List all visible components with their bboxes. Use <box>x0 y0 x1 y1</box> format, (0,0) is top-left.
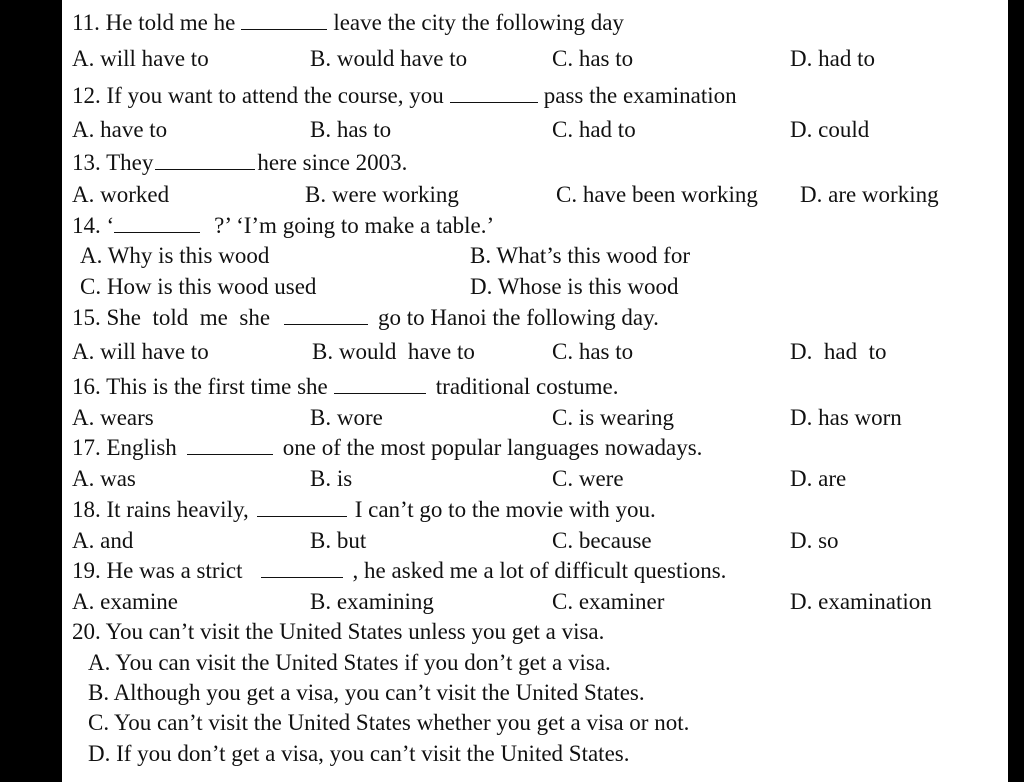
option-d: D. are working <box>800 182 939 207</box>
question-13 <box>72 149 407 177</box>
option-c: C. has to <box>552 339 634 364</box>
answer-blank <box>450 84 538 103</box>
option-c: C. had to <box>552 117 636 142</box>
option-c: C. because <box>552 528 652 553</box>
question-text: 11. He told me he <box>72 10 236 35</box>
answer-blank <box>114 214 200 233</box>
option-c: C. has to <box>552 46 634 71</box>
option-a: A. examine <box>72 589 179 614</box>
option-c: C. How is this wood used <box>80 274 317 299</box>
answer-blank <box>187 436 273 455</box>
option-b: B. wore <box>310 405 383 430</box>
question-text: one of the most popular languages nowadays. <box>282 435 703 460</box>
option-c: C. were <box>552 466 624 491</box>
option-d: D. If you don’t get a visa, you can’t visit the United States. <box>88 741 630 766</box>
option-b: B. is <box>310 466 353 491</box>
question-text: go to Hanoi the following day. <box>378 305 659 330</box>
option-b: B. but <box>310 528 367 553</box>
question-text: traditional costume. <box>435 374 619 399</box>
question-19 <box>72 557 726 585</box>
question-12 <box>72 82 737 110</box>
question-text: leave the city the following day <box>333 10 624 35</box>
question-text: 17. English <box>72 435 177 460</box>
option-d: D. could <box>790 117 870 142</box>
option-d: D. so <box>790 528 839 553</box>
question-text: ?’ ‘I’m going to make a table.’ <box>214 213 495 238</box>
option-d: D. had to <box>790 46 875 71</box>
answer-blank <box>155 151 255 170</box>
question-17 <box>72 434 702 462</box>
answer-blank <box>257 498 347 517</box>
question-text: 16. This is the first time she <box>72 374 328 399</box>
question-text: 15. She told me she <box>72 305 271 330</box>
answer-blank <box>261 559 343 578</box>
question-text: , he asked me a lot of difficult questions. <box>352 558 727 583</box>
question-text: 18. It rains heavily, <box>72 497 249 522</box>
question-text: here since 2003. <box>257 150 408 175</box>
option-b: B. What’s this wood for <box>470 243 690 268</box>
question-text: I can’t go to the movie with you. <box>354 497 656 522</box>
option-a: A. You can visit the United States if you don’t get a visa. <box>88 650 611 675</box>
option-a: A. will have to <box>72 46 209 71</box>
option-c: C. examiner <box>552 589 665 614</box>
option-c: C. You can’t visit the United States whether you get a visa or not. <box>88 710 690 735</box>
question-text: 14. ‘ <box>72 213 115 238</box>
option-c: C. is wearing <box>552 405 675 430</box>
option-a: A. and <box>72 528 134 553</box>
option-d: D. are <box>790 466 847 491</box>
option-a: A. was <box>72 466 136 491</box>
question-15 <box>72 304 659 332</box>
question-18 <box>72 496 656 524</box>
option-b: B. were working <box>305 182 459 207</box>
question-11 <box>72 9 624 37</box>
option-b: B. examining <box>310 589 434 614</box>
answer-blank <box>334 375 426 394</box>
option-c: C. have been working <box>556 182 758 207</box>
question-14 <box>72 212 494 240</box>
question-text: pass the examination <box>543 83 737 108</box>
answer-blank <box>241 11 327 30</box>
option-b: B. would have to <box>312 339 475 364</box>
option-d: D. Whose is this wood <box>470 274 679 299</box>
question-20: 20. You can’t visit the United States unless you get a visa. <box>72 619 605 644</box>
option-b: B. Although you get a visa, you can’t visit the United States. <box>88 680 645 705</box>
option-b: B. would have to <box>310 46 468 71</box>
option-b: B. has to <box>310 117 392 142</box>
question-text: 12. If you want to attend the course, you <box>72 83 444 108</box>
option-d: D. has worn <box>790 405 902 430</box>
option-a: A. Why is this wood <box>80 243 270 268</box>
option-a: A. wears <box>72 405 154 430</box>
question-16 <box>72 373 618 401</box>
option-d: D. examination <box>790 589 932 614</box>
option-d: D. had to <box>790 339 887 364</box>
option-a: A. worked <box>72 182 170 207</box>
question-text: 13. They <box>72 150 154 175</box>
question-text: 19. He was a strict <box>72 558 243 583</box>
answer-blank <box>284 306 368 325</box>
option-a: A. have to <box>72 117 168 142</box>
option-a: A. will have to <box>72 339 209 364</box>
